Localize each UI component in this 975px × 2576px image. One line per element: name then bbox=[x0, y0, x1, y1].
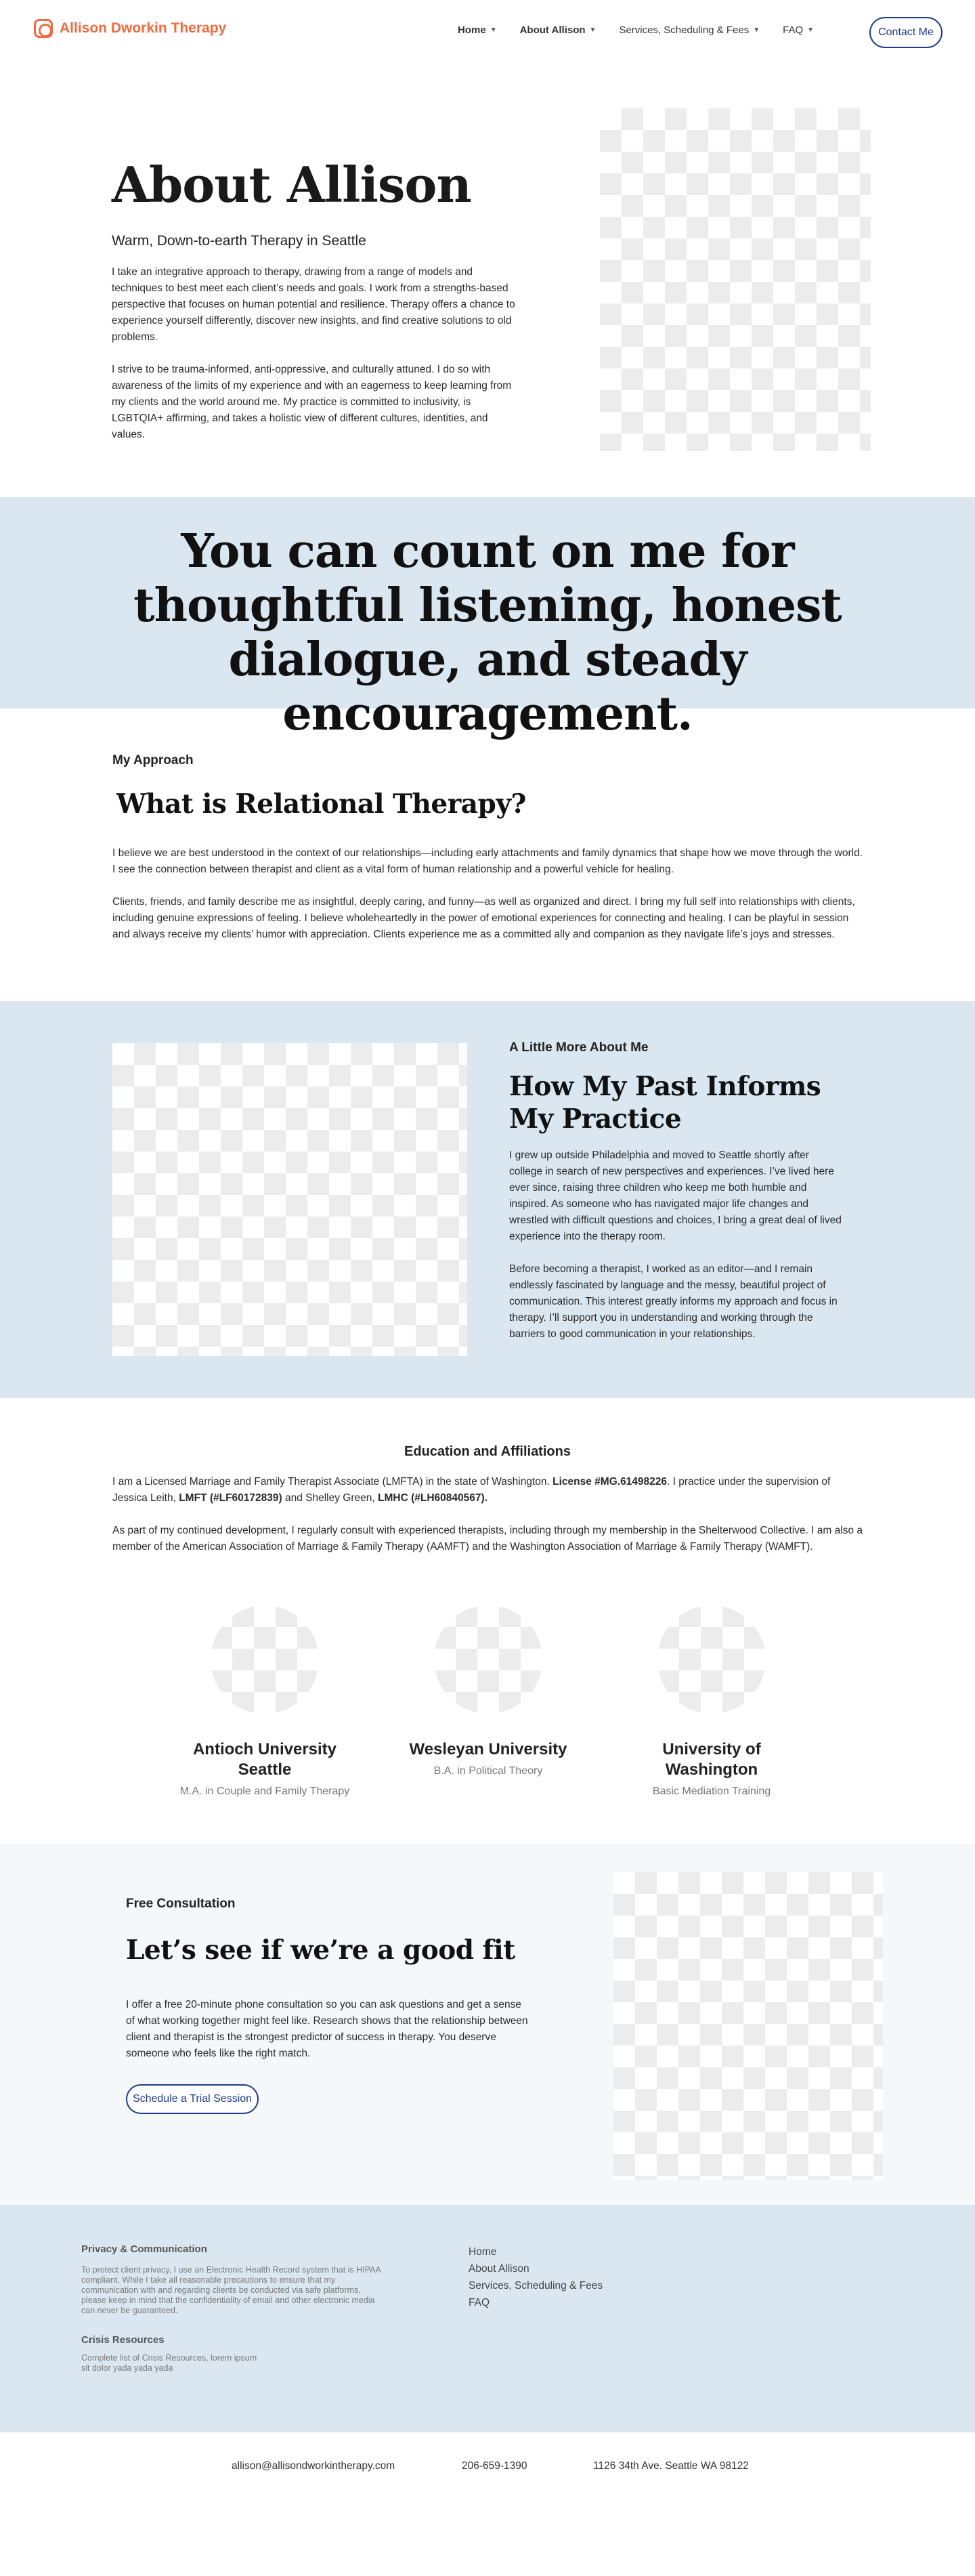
supervision-text: and Shelley Green, bbox=[282, 1492, 378, 1504]
past-image bbox=[112, 1043, 467, 1356]
schedule-trial-button[interactable]: Schedule a Trial Session bbox=[126, 2084, 259, 2114]
page-title: About Allison bbox=[112, 156, 471, 213]
school-name: Wesleyan University bbox=[409, 1740, 567, 1758]
consult-paragraph: I offer a free 20-minute phone consultation so you can ask questions and get a sense of what working together might feel like. Research shows that the relationship between client and therapist is the strongest predictor of success in therapy. You deserve someone who feels like the right match. bbox=[126, 1999, 528, 2059]
consult-eyebrow: Free Consultation bbox=[126, 1897, 236, 1911]
school-logo-wesleyan bbox=[434, 1605, 542, 1714]
school-degree: M.A. in Couple and Family Therapy bbox=[179, 1786, 350, 1797]
about-paragraph-2: I strive to be trauma-informed, anti-oppressive, and culturally attuned. I do so with awareness of the limits of my experience and with an eagerness to keep learning from my clients and the world around me. My practice is committed to inclusivity, is LGBTQIA+ affirming, and takes a holistic view of different cultures, identities, and values. bbox=[112, 364, 512, 440]
logo-icon bbox=[34, 19, 53, 38]
approach-paragraph-1: I believe we are best understood in the context of our relationships—including early attachments and family dynamics that shape how we move through the world. I see the connection between therapist and client as a vital form of human relationship and a powerful vehicle for healing. bbox=[112, 847, 863, 875]
past-paragraph-1: I grew up outside Philadelphia and moved to Seattle shortly after college in search of new perspectives and experiences. I’ve lived here ever since, raising three children who keep me both humble and inspired. As someone who has navigated major life changes and wrestled with difficult questions and choices, I bring a great deal of lived experience into the therapy room. bbox=[509, 1149, 842, 1242]
chevron-down-icon: ▼ bbox=[753, 26, 760, 34]
nav-item-home[interactable] bbox=[458, 24, 497, 36]
school-logo-antioch bbox=[211, 1605, 319, 1714]
footer-address: 1126 34th Ave. Seattle WA 98122 bbox=[593, 2460, 749, 2472]
education-paragraph-1 bbox=[112, 1474, 863, 1506]
crisis-text[interactable]: Complete list of Crisis Resources, lorem ipsum sit dolor yada yada yada bbox=[81, 2353, 257, 2373]
school-degree: B.A. in Political Theory bbox=[433, 1765, 543, 1777]
footer-email[interactable]: allison@allisondworkintherapy.com bbox=[232, 2460, 395, 2472]
nav-item-label: FAQ bbox=[783, 24, 804, 36]
license-text: I am a Licensed Marriage and Family Therapist Associate (LMFTA) in the state of Washington. bbox=[112, 1476, 553, 1487]
nav-item-services[interactable] bbox=[619, 24, 760, 36]
footer bbox=[0, 2205, 975, 2432]
lmhc-number: LMHC (#LH60840567). bbox=[378, 1492, 488, 1504]
footer-link-services[interactable]: Services, Scheduling & Fees bbox=[469, 2280, 603, 2292]
approach-eyebrow: My Approach bbox=[112, 753, 194, 767]
past-heading-line-2: My Practice bbox=[509, 1103, 682, 1135]
contact-button[interactable]: Contact Me bbox=[869, 17, 942, 48]
privacy-text: To protect client privacy, I use an Electronic Health Record system that is HIPAA compliant. While I take all reasonable precautions to ensure that my communication with and regarding clients be conducted via safe platforms, please keep in mind that the confidentiality of email and other electronic media can never be guaranteed. bbox=[81, 2265, 381, 2315]
school-logo-uw bbox=[657, 1605, 766, 1714]
nav-item-label: Services, Scheduling & Fees bbox=[619, 24, 750, 36]
chevron-down-icon: ▼ bbox=[807, 26, 815, 34]
logo[interactable] bbox=[34, 19, 226, 38]
approach-paragraph-2: Clients, friends, and family describe me as insightful, deeply caring, and funny—as well as organized and direct. I bring my full self into relationships with clients, including genuine expressions of feeling. I believe wholeheartedly in the power of emotional experiences for connecting and healing. I can be playful in session and always receive my clients’ humor with appreciation. Clients experience me as a committed ally and companion as they navigate life’s joys and stresses. bbox=[112, 896, 855, 940]
nav-item-faq[interactable] bbox=[783, 24, 814, 36]
footer-link-faq[interactable]: FAQ bbox=[469, 2297, 490, 2308]
footer-link-home[interactable]: Home bbox=[469, 2246, 497, 2258]
quote-band bbox=[0, 497, 975, 741]
consult-image bbox=[613, 1872, 883, 2180]
supervision-text: . I practice under the supervision of Jessica Leith, bbox=[112, 1476, 831, 1504]
school-card bbox=[387, 1739, 590, 1777]
privacy-heading: Privacy & Communication bbox=[81, 2243, 207, 2255]
consult-heading: Let’s see if we’re a good fit bbox=[126, 1935, 515, 1966]
nav-item-label: About Allison bbox=[519, 24, 586, 36]
crisis-heading: Crisis Resources bbox=[81, 2334, 165, 2346]
page-subtitle: Warm, Down-to-earth Therapy in Seattle bbox=[112, 233, 366, 249]
footer-phone[interactable]: 206-659-1390 bbox=[462, 2460, 527, 2472]
past-heading-line-1: How My Past Informs bbox=[509, 1071, 821, 1102]
quote-text: You can count on me for thoughtful listening, honest dialogue, and steady encouragement. bbox=[133, 524, 842, 741]
nav-item-about[interactable] bbox=[520, 24, 597, 36]
site-header bbox=[0, 0, 975, 65]
footer-nav bbox=[469, 2246, 603, 2309]
education-title: Education and Affiliations bbox=[404, 1444, 571, 1459]
past-heading bbox=[509, 1070, 821, 1135]
about-paragraph-1: I take an integrative approach to therapy, drawing from a range of models and techniques to best meet each client’s needs and goals. I work from a strengths-based perspective that focuses on human potential and resilience. Therapy offers a chance to experience yourself differently, discover new insights, and find creative solutions to old problems. bbox=[112, 266, 515, 343]
past-eyebrow: A Little More About Me bbox=[509, 1040, 649, 1055]
chevron-down-icon: ▼ bbox=[490, 26, 497, 34]
chevron-down-icon: ▼ bbox=[589, 26, 597, 34]
portrait-image bbox=[600, 108, 871, 451]
school-name: Antioch University Seattle bbox=[192, 1740, 337, 1779]
nav-item-label: Home bbox=[458, 24, 486, 36]
school-name: University of Washington bbox=[662, 1740, 761, 1779]
school-card bbox=[610, 1739, 813, 1798]
main-nav bbox=[458, 24, 814, 36]
license-number: License #MG.61498226 bbox=[552, 1476, 668, 1487]
footer-link-about[interactable]: About Allison bbox=[469, 2263, 529, 2275]
education-paragraph-2: As part of my continued development, I regularly consult with experienced therapists, including through my membership in the Shelterwood Collective. I am also a member of the American Association of Marriage & Family Therapy (AAMFT) and the Washington Association of Marriage & Family Therapy (WAMFT). bbox=[112, 1525, 863, 1553]
approach-heading: What is Relational Therapy? bbox=[116, 788, 526, 820]
past-paragraph-2: Before becoming a therapist, I worked as an editor—and I remain endlessly fascinated by language and the messy, beautiful project of communication. This interest greatly informs my approach and focus in therapy. I’ll support you in understanding and working through the barriers to good communication in your relationships. bbox=[509, 1263, 838, 1340]
school-card bbox=[163, 1739, 366, 1798]
logo-text: Allison Dworkin Therapy bbox=[60, 20, 227, 36]
school-degree: Basic Mediation Training bbox=[652, 1786, 771, 1797]
lmft-number: LMFT (#LF60172839) bbox=[179, 1492, 282, 1504]
